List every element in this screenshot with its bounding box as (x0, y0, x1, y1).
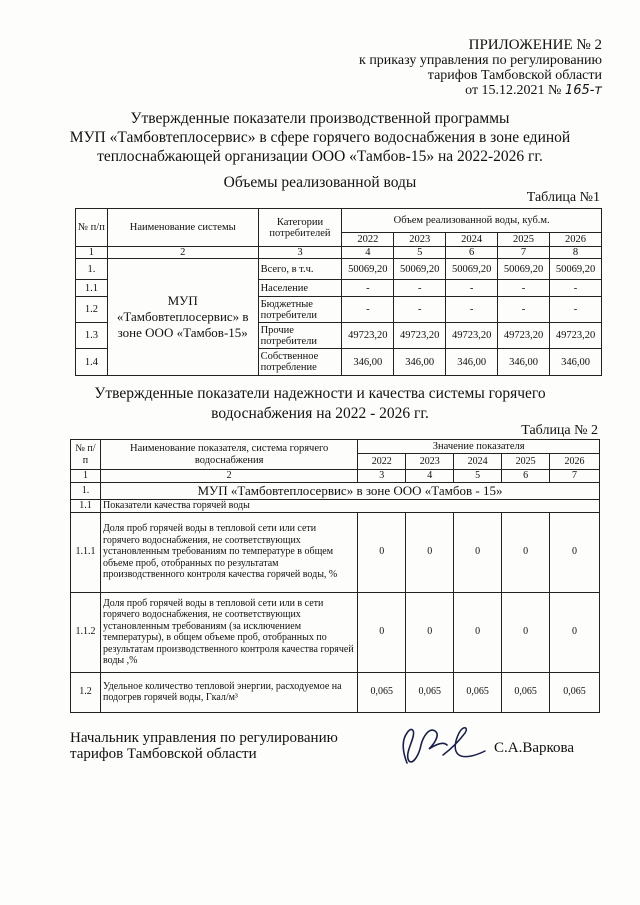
t2-sub-name: Показатели качества горячей воды (100, 499, 599, 512)
t1-header-no: № п/п (76, 209, 108, 247)
t2-header-value: Значение показателя (358, 440, 600, 454)
appendix-header (359, 38, 602, 98)
t1-cell: 346,00 (498, 349, 550, 376)
t1-header-name: Наименование системы (107, 209, 258, 247)
t1-colnum: 2 (107, 247, 258, 259)
t1-row-no: 1.1 (76, 280, 108, 297)
t1-cell: 50069,20 (498, 259, 550, 280)
t2-colnum: 6 (502, 470, 550, 483)
title-line3: теплоснабжающей организации ООО «Тамбов-15» на 2022-2026 гг. (97, 148, 543, 165)
t1-cell: 346,00 (550, 349, 602, 376)
t1-header-volume: Объем реализованной воды, куб.м. (342, 209, 602, 233)
signer-name: С.А.Варкова (494, 740, 575, 756)
t2-year: 2024 (454, 454, 502, 470)
t1-row-no: 1.3 (76, 323, 108, 349)
t1-cell: - (498, 297, 550, 323)
t1-row-category: Собственное потребление (258, 349, 342, 376)
t2-colnum: 3 (358, 470, 406, 483)
t1-cell: 50069,20 (446, 259, 498, 280)
title-line2: МУП «Тамбовтеплосервис» в сфере горячего водоснабжения в зоне единой (69, 129, 571, 146)
order-date: от 15.12.2021 № (465, 83, 562, 98)
t2-year: 2022 (358, 454, 406, 470)
t2-colnum: 4 (406, 470, 454, 483)
t1-cell: - (342, 280, 394, 297)
t2-row-no: 1.1.2 (71, 592, 101, 672)
t1-cell: - (498, 280, 550, 297)
t2-row-name: Доля проб горячей воды в тепловой сети или в сети горячего водоснабжения, не соответствующих установленным требованиям (за исключением температуры), в общем объеме проб, отобранных по результатам производственного контроля качества горячей воды ,% (100, 592, 357, 672)
t1-cell: 346,00 (394, 349, 446, 376)
volumes-table (75, 208, 602, 376)
t1-year: 2025 (498, 233, 550, 247)
order-number: 165-т (564, 83, 602, 98)
t1-cell: - (342, 297, 394, 323)
t1-cell: 49723,20 (550, 323, 602, 349)
appendix-title: ПРИЛОЖЕНИЕ № 2 (468, 37, 602, 53)
t1-cell: - (394, 280, 446, 297)
signatory-title (70, 730, 338, 762)
t1-header-category: Категории потребителей (258, 209, 342, 247)
t1-colnum: 7 (498, 247, 550, 259)
t1-colnum: 8 (550, 247, 602, 259)
t2-cell: 0 (358, 592, 406, 672)
t2-year: 2023 (406, 454, 454, 470)
t1-year: 2023 (394, 233, 446, 247)
table-row (71, 672, 600, 712)
appendix-line2: к приказу управления по регулированию (359, 53, 602, 68)
appendix-line4 (359, 83, 602, 98)
t1-row-no: 1. (76, 259, 108, 280)
t2-cell: 0 (406, 512, 454, 592)
table-row (71, 482, 600, 499)
t2-year: 2025 (502, 454, 550, 470)
t1-year: 2026 (550, 233, 602, 247)
title-line1: Утвержденные показатели производственной программы (130, 110, 510, 127)
t1-cell: 346,00 (342, 349, 394, 376)
t2-row-name: Удельное количество тепловой энергии, расходуемое на подогрев горячей воды, Гкал/м³ (100, 672, 357, 712)
t2-cell: 0 (502, 512, 550, 592)
t2-row-name: Доля проб горячей воды в тепловой сети или сети горячего водоснабжения, не соответствующих установленным требованиям по температуре в общем объеме проб, отобранных по результатам производственного контроля качества горячей воды, % (100, 512, 357, 592)
section2-title (0, 384, 640, 424)
t1-year: 2024 (446, 233, 498, 247)
t2-header-name: Наименование показателя, система горячего водоснабжения (100, 440, 357, 470)
t2-cell: 0 (550, 592, 600, 672)
t1-row-category: Прочие потребители (258, 323, 342, 349)
t2-cell: 0,065 (454, 672, 502, 712)
t1-cell: 49723,20 (498, 323, 550, 349)
signature-image (385, 715, 490, 770)
t2-colnum: 7 (550, 470, 600, 483)
t2-row-no: 1.1.1 (71, 512, 101, 592)
t1-colnum: 1 (76, 247, 108, 259)
t1-colnum: 6 (446, 247, 498, 259)
section2-line2: водоснабжения на 2022 - 2026 гг. (211, 405, 429, 422)
section2-line1: Утвержденные показатели надежности и качества системы горячего (94, 385, 546, 402)
t2-group-name: МУП «Тамбовтеплосервис» в зоне ООО «Тамбов - 15» (100, 482, 599, 499)
t1-year: 2022 (342, 233, 394, 247)
t1-system-name: МУП «Тамбовтеплосервис» в зоне ООО «Тамбов-15» (107, 259, 258, 376)
t2-cell: 0,065 (502, 672, 550, 712)
t2-cell: 0 (550, 512, 600, 592)
t1-row-category: Всего, в т.ч. (258, 259, 342, 280)
table-row (76, 259, 602, 280)
t1-cell: - (550, 280, 602, 297)
quality-table (70, 439, 600, 713)
t1-cell: 346,00 (446, 349, 498, 376)
signatory-line2: тарифов Тамбовской области (70, 746, 257, 762)
t1-row-no: 1.4 (76, 349, 108, 376)
t2-group-no: 1. (71, 482, 101, 499)
t2-colnum: 5 (454, 470, 502, 483)
t1-cell: 50069,20 (342, 259, 394, 280)
table1-label: Таблица №1 (526, 190, 600, 205)
t2-cell: 0 (502, 592, 550, 672)
t2-cell: 0,065 (358, 672, 406, 712)
t1-cell: 50069,20 (550, 259, 602, 280)
document-title (0, 109, 640, 166)
t2-cell: 0,065 (406, 672, 454, 712)
table-row (71, 499, 600, 512)
t1-colnum: 4 (342, 247, 394, 259)
t2-year: 2026 (550, 454, 600, 470)
t1-colnum: 5 (394, 247, 446, 259)
t2-cell: 0 (406, 592, 454, 672)
t2-cell: 0 (454, 512, 502, 592)
t1-row-category: Население (258, 280, 342, 297)
t1-colnum: 3 (258, 247, 342, 259)
t2-cell: 0,065 (550, 672, 600, 712)
table-row (71, 512, 600, 592)
t1-cell: - (394, 297, 446, 323)
t2-colnum: 1 (71, 470, 101, 483)
t1-cell: - (446, 297, 498, 323)
t2-colnum: 2 (100, 470, 357, 483)
t2-row-no: 1.2 (71, 672, 101, 712)
t1-row-category: Бюджетные потребители (258, 297, 342, 323)
appendix-line3: тарифов Тамбовской области (427, 68, 602, 83)
t1-cell: - (550, 297, 602, 323)
t2-sub-no: 1.1 (71, 499, 101, 512)
t1-cell: 49723,20 (446, 323, 498, 349)
signatory-line1: Начальник управления по регулированию (70, 730, 338, 746)
t1-row-no: 1.2 (76, 297, 108, 323)
t2-header-no: № п/п (71, 440, 101, 470)
section1-title: Объемы реализованной воды (223, 174, 417, 191)
table2-label: Таблица № 2 (521, 423, 598, 438)
table-row (71, 592, 600, 672)
t2-cell: 0 (358, 512, 406, 592)
t2-cell: 0 (454, 592, 502, 672)
t1-cell: 49723,20 (342, 323, 394, 349)
t1-cell: 49723,20 (394, 323, 446, 349)
t1-cell: - (446, 280, 498, 297)
t1-cell: 50069,20 (394, 259, 446, 280)
